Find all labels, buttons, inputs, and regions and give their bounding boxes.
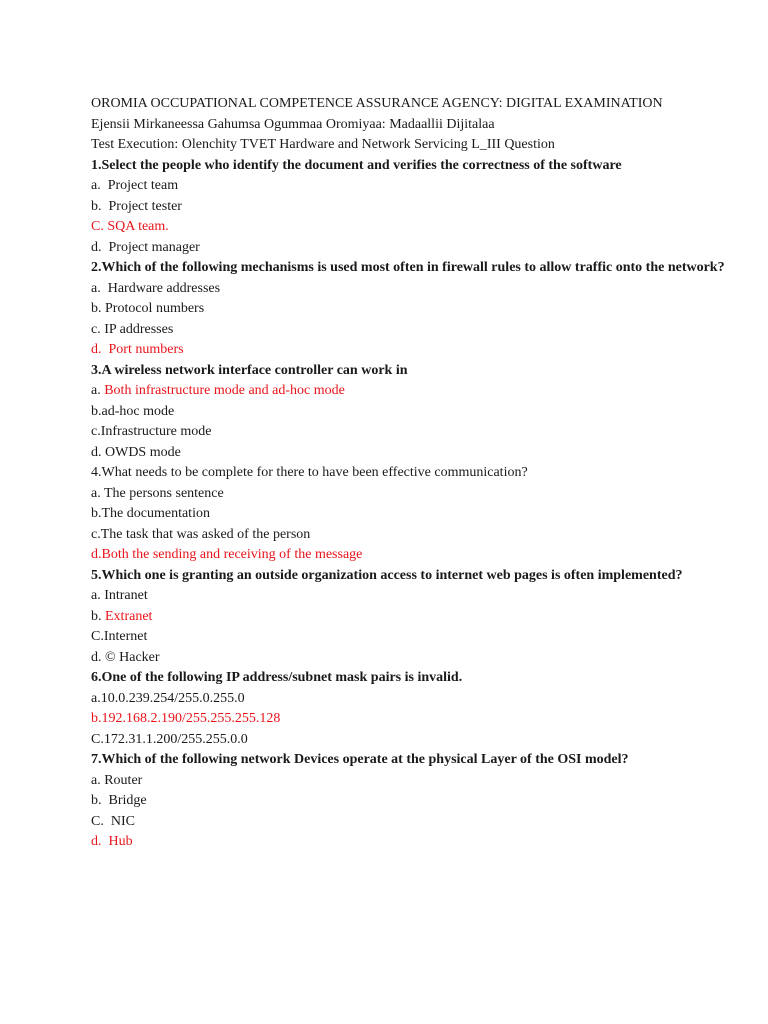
option-label: b. <box>91 301 105 316</box>
answer-option-correct <box>91 381 731 402</box>
answer-option-correct <box>91 607 731 628</box>
answer-option <box>91 791 731 812</box>
answer-option-correct <box>91 709 731 730</box>
option-label: d. <box>91 649 105 665</box>
option-text: NIC <box>110 813 135 829</box>
option-label: a. <box>91 772 105 788</box>
option-label: c. <box>91 526 101 542</box>
option-label: C. <box>91 813 111 829</box>
option-text: Project manager <box>108 239 200 255</box>
option-label: d. <box>91 239 109 255</box>
question-text: 2.Which of the following mechanisms is used most often in firewall rules to allow traffic onto the network? <box>91 260 725 275</box>
answer-option <box>91 176 731 197</box>
answer-option <box>91 279 731 300</box>
answer-option <box>91 422 731 443</box>
option-text: ad-hoc mode <box>101 403 175 419</box>
answer-option <box>91 484 731 505</box>
question-text: 7.Which of the following network Devices operate at the physical Layer of the OSI model? <box>91 752 629 767</box>
option-text: Project team <box>107 178 179 193</box>
option-label: a. <box>91 485 104 501</box>
answer-option <box>91 238 731 259</box>
option-text: IP addresses <box>104 321 174 337</box>
option-label: C. <box>91 629 104 644</box>
option-label: a. <box>91 280 108 296</box>
option-label: b. <box>91 793 109 808</box>
option-label: c. <box>91 424 101 439</box>
answer-option <box>91 504 731 525</box>
option-text: Infrastructure mode <box>100 424 212 439</box>
answer-option <box>91 197 731 218</box>
answer-option <box>91 812 731 833</box>
question-text: 5.Which one is granting an outside organization access to internet web pages is often implemented? <box>91 567 683 583</box>
answer-option-correct <box>91 545 731 566</box>
option-text: 192.168.2.190/255.255.255.128 <box>101 711 281 726</box>
option-text: OWDS mode <box>105 444 181 460</box>
option-text: 10.0.239.254/255.0.255.0 <box>100 690 245 706</box>
option-label: d. <box>91 444 105 460</box>
option-label: c. <box>91 321 105 337</box>
option-label: b. <box>91 711 102 726</box>
option-text: The task that was asked of the person <box>100 526 311 542</box>
option-text: SQA team. <box>107 219 169 234</box>
option-text: Both the sending and receiving of the message <box>101 547 363 562</box>
question-text: 3.A wireless network interface controller can work in <box>91 362 408 378</box>
option-text: Both infrastructure mode and ad-hoc mode <box>104 383 345 398</box>
answer-option-correct <box>91 217 731 238</box>
answer-option-correct <box>91 832 731 853</box>
option-label: d. <box>91 547 102 562</box>
option-text: Intranet <box>104 588 148 603</box>
option-label: b. <box>91 403 102 419</box>
option-label: b. <box>91 198 109 214</box>
agency-title: OROMIA OCCUPATIONAL COMPETENCE ASSURANCE AGENCY: DIGITAL EXAMINATION <box>91 96 663 111</box>
question-text: 6.One of the following IP address/subnet mask pairs is invalid. <box>91 670 463 685</box>
answer-option <box>91 730 731 751</box>
option-text: Hardware addresses <box>107 280 221 296</box>
answer-option <box>91 771 731 792</box>
question-text: 4.What needs to be complete for there to have been effective communication? <box>91 465 528 480</box>
answer-option <box>91 689 731 710</box>
option-text: Router <box>104 772 143 788</box>
test-execution-line: Test Execution: Olenchity TVET Hardware and Network Servicing L_III Question <box>91 137 555 152</box>
option-text: Hub <box>108 834 133 849</box>
option-label: b. <box>91 506 102 521</box>
option-text: Protocol numbers <box>105 301 205 316</box>
option-text: Extranet <box>105 608 153 624</box>
answer-option <box>91 402 731 423</box>
option-text: Project tester <box>108 198 182 214</box>
answer-option <box>91 525 731 546</box>
option-label: a. <box>91 383 105 398</box>
answer-option <box>91 299 731 320</box>
answer-option <box>91 648 731 669</box>
answer-option-correct <box>91 340 731 361</box>
option-label: a. <box>91 690 101 706</box>
option-text: © Hacker <box>105 649 160 665</box>
option-label: C. <box>91 219 108 234</box>
option-text: 172.31.1.200/255.255.0.0 <box>103 731 248 747</box>
exam-content <box>91 94 731 853</box>
option-label: a. <box>91 588 105 603</box>
question-text: 1.Select the people who identify the document and verifies the correctness of the software <box>91 157 622 173</box>
answer-option <box>91 627 731 648</box>
option-text: The persons sentence <box>103 485 224 501</box>
option-text: Bridge <box>108 793 147 808</box>
answer-option <box>91 443 731 464</box>
option-text: The documentation <box>101 506 210 521</box>
option-text: Internet <box>103 629 148 644</box>
option-label: d. <box>91 342 109 357</box>
option-label: b. <box>91 608 105 624</box>
answer-option <box>91 586 731 607</box>
answer-option <box>91 320 731 341</box>
option-label: d. <box>91 834 109 849</box>
option-text: Port numbers <box>108 342 184 357</box>
agency-title-oromo: Ejensii Mirkaneessa Gahumsa Ogummaa Oromiyaa: Madaallii Dijitalaa <box>91 116 495 132</box>
option-label: C. <box>91 731 104 747</box>
option-label: a. <box>91 178 108 193</box>
question-list <box>91 156 731 853</box>
